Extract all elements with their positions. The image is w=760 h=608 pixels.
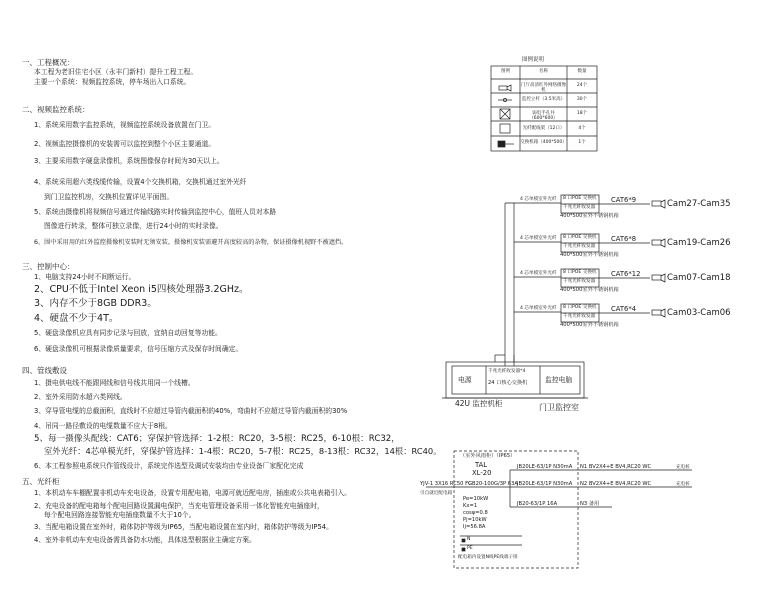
camera-glyph <box>652 200 665 208</box>
branch-transceiver-label: 千兆光纤收发器 <box>563 244 596 249</box>
note-line: 2、室外采用防水超六类网线。 <box>34 393 127 401</box>
camera-symbol <box>499 85 511 91</box>
branch-box-label: 400*500室外不锈钢机箱 <box>560 287 619 293</box>
note-line: 主要一个系统：视频监控系统，停车场出入口系统。 <box>34 78 191 86</box>
branch-switch-label: 8 口POE 交换机 <box>563 305 597 310</box>
bus-pe-label: PE <box>467 546 473 551</box>
note-line: 5、硬盘录像机应具有同步记录与回放，宜纳自动回复等功能。 <box>34 329 222 337</box>
note-line: 本工程为老旧住宅小区（永丰门新村）提升工程工程。 <box>34 68 198 76</box>
branch-breaker-label: JB20LE-63/1P N30mA <box>517 481 573 487</box>
branch-fiber-label: 4 芯单模室外光纤 <box>520 236 557 241</box>
calc-line: cosφ=0.8 <box>463 510 488 516</box>
calc-line: Pj=10kW <box>463 517 487 523</box>
legend-row-name: 监控立杆（3.5米高） <box>521 97 566 102</box>
section-heading: 四、管线敷设 <box>22 366 67 375</box>
video-system-riser <box>442 195 650 398</box>
note-line: 3、穿导管电缆的总截面积，直线时不应超过导管内截面积的40%，弯曲时不应超过导管内截面积的30% <box>34 407 348 415</box>
main-breaker-label: GB20-100G/3P 63A <box>468 481 518 487</box>
legend-row-name: 弱电手孔井（600*600） <box>529 111 558 121</box>
note-line: 5、每一摄像头配线：CAT6；穿保护管选择：1-2根：RC20，3-5根：RC25，6-10根：RC32， <box>34 434 400 444</box>
note-line: 2、充电设备的配电箱每个配电回路设置漏电保护，当充电管理设备采用一体化智能充电插座时， <box>34 502 324 510</box>
panel-footer: 配电箱内设置N线PE线端子排 <box>458 555 518 560</box>
note-line: 1、系统采用数字监控系统，视频监控系统设备放置在门卫。 <box>34 121 216 129</box>
note-line: 4、室外非机动车充电设备需具备防水功能，具体选型根据业主确定方案。 <box>34 536 256 544</box>
branch-box-label: 400*500室外不锈钢机箱 <box>560 252 619 258</box>
room-label: 门卫监控室 <box>539 403 579 412</box>
branch-transceiver-label: 千兆光纤收发器 <box>563 205 596 210</box>
feeder-label: YJV-1 3X16 RC50 FC <box>420 481 472 487</box>
handhole-symbol <box>500 109 510 119</box>
section-heading: 一、工程概况： <box>22 58 75 67</box>
note-line: 每个配电回路连接智能充电插座数量不大于10个。 <box>44 511 196 519</box>
calc-line: Pe=10kW <box>463 496 489 502</box>
branch-breaker-label: JB20-63/1P 16A <box>517 501 558 507</box>
note-line: 4、系统采用超六类线缆传输，设置4个交换机箱，交换机通过室外光纤 <box>34 178 247 186</box>
note-line: 5、系统由摄像机将视频信号通过传输线路实时传输到监控中心，值班人员对本路 <box>34 208 277 216</box>
note-line: 2、视频监控摄像机的安装需可以监控到整个小区主要通道。 <box>34 140 216 148</box>
branch-transceiver-label: 千兆光纤收发器 <box>563 314 596 319</box>
legend-row-qty: 18个 <box>576 111 588 116</box>
branch-cable-label: CAT6*9 <box>611 196 637 204</box>
legend-header-name: 名称 <box>539 69 548 74</box>
legend-row-qty: 4个 <box>578 126 586 131</box>
note-line: 1、摄电供电线不能跟网线和信号线共用同一个线槽。 <box>34 379 195 387</box>
circuit-note: 充电桩 <box>676 465 690 470</box>
patch-panel-symbol <box>500 124 510 133</box>
note-line: 3、当配电箱设置在室外时，箱体防护等级为IP65，当配电箱设置在室内时，箱体防护等级为IP54。 <box>34 523 333 531</box>
legend-row-qty: 24个 <box>576 83 588 88</box>
legend-header-qty: 数量 <box>577 69 587 74</box>
note-line: 6、围中采用用的红外监控摄像机安装时无须安装，摄像机安装需避开高度较高的杂物，保证摄像机视野不被遮挡。 <box>34 239 348 246</box>
rack-power-label: 电源 <box>458 376 472 384</box>
note-line: 4、硬盘不少于4T。 <box>34 313 119 324</box>
bus-n-label: N <box>467 537 471 542</box>
note-line: 1、本机动车车棚配置非机动车充电设备，设置专用配电箱，电源可就近配电房，插座或公共电表箱引入。 <box>34 489 351 497</box>
rack-caption: 42U 监控机柜 <box>455 399 503 408</box>
calc-line: Kx=1 <box>463 503 478 509</box>
section-heading: 二、视频监控系统： <box>22 105 90 114</box>
panel-code2: XL-20 <box>472 469 492 477</box>
panel-code1: TAL <box>475 461 488 469</box>
legend-row-name: 光纤配线架（12口） <box>522 126 565 131</box>
camera-range-label: Cam19-Cam26 <box>667 238 731 248</box>
circuit-label: N1 BV2X4+E BV4,RC20 WC <box>580 464 652 470</box>
camera-glyph <box>652 309 665 317</box>
legend-row-qty: 30个 <box>576 97 588 102</box>
branch-switch-label: 8 口POE 交换机 <box>563 270 597 275</box>
note-line: 3、主要采用数字硬盘录像机，系统图像保存时间为30天以上。 <box>34 157 224 165</box>
camera-glyph <box>652 239 665 247</box>
legend-title: 图例说明 <box>522 57 545 63</box>
branch-fiber-label: 4 芯单模室外光纤 <box>520 197 557 202</box>
camera-range-label: Cam07-Cam18 <box>667 273 731 283</box>
legend-row-name: 交换机箱（400*500） <box>520 140 567 145</box>
circuit-label: N2 BV2X4+E BV4,RC20 WC <box>580 481 652 487</box>
note-line: 6、本工程参照电系统只作管线设计，系统完作选型及调试安装均由专业设备厂家配化完成 <box>34 462 304 470</box>
branch-switch-label: 8 口POE 交换机 <box>563 196 597 201</box>
note-line: 到门卫监控机房，交换机位置详见平面图。 <box>44 193 174 201</box>
camera-range-label: Cam03-Cam06 <box>667 308 731 318</box>
panel-title: （室外风雨柜）（IP65） <box>460 453 516 459</box>
camera-range-label: Cam27-Cam35 <box>667 199 731 209</box>
branch-box-label: 400*500室外不锈钢机箱 <box>560 322 619 328</box>
section-heading: 三、控制中心： <box>22 262 75 271</box>
legend-row-qty: 1个 <box>578 140 586 145</box>
branch-transceiver-label: 千兆光纤收发器 <box>563 279 596 284</box>
note-line: 6、硬盘录像机可根据录像质量要求，信号压缩方式及保存时间确定。 <box>34 345 243 353</box>
note-line: 2、CPU不低于Intel Xeon i5四核处理器3.2GHz。 <box>34 284 249 295</box>
note-line: 图像进行转录，整体可独立录像，进行24小时的实时录像。 <box>44 222 223 230</box>
branch-fiber-label: 4 芯单模室外光纤 <box>520 271 557 276</box>
rack-monitor-label: 监控电脑 <box>545 376 573 384</box>
branch-fiber-label: 4 芯单模室外光纤 <box>520 306 557 311</box>
pole-symbol <box>498 98 512 101</box>
cabinet-symbol <box>498 141 514 147</box>
note-line: 1、电脑支持24小时不间断运行。 <box>34 273 136 281</box>
branch-cable-label: CAT6*4 <box>611 305 637 313</box>
legend-header-symbol: 图例 <box>501 69 510 74</box>
section-heading: 五、光纤柜 <box>22 477 60 486</box>
branch-box-label: 400*500室外不锈钢机箱 <box>560 213 619 219</box>
camera-glyph <box>652 274 665 282</box>
note-line: 室外光纤：4芯单模光纤，穿保护管选择：1-4根：RC20，5-7根：RC25，8-13根：RC32，14根：RC40。 <box>44 446 442 456</box>
branch-cable-label: CAT6*8 <box>611 235 637 243</box>
branch-cable-label: CAT6*12 <box>611 270 641 278</box>
note-line: 3、内存不少于8GB DDR3。 <box>34 298 157 309</box>
legend-row-name: 门厅高清红外网络摄像机 <box>521 83 566 93</box>
circuit-note: 充电桩 <box>676 482 690 487</box>
branch-breaker-label: JB20LE-63/1P N30mA <box>517 464 573 470</box>
calc-line: Ij=56.8A <box>463 524 486 530</box>
feeder-note: 引自就近配电箱 <box>420 491 453 496</box>
rack-transceiver-label: 千兆光纤收发器*4 <box>488 369 526 374</box>
note-line: 4、吊同一路径敷设的电缆数量不应大于8根。 <box>34 422 172 430</box>
branch-switch-label: 8 口POE 交换机 <box>563 235 597 240</box>
circuit-label: N3 备用 <box>580 501 600 507</box>
rack-core-switch-label: 24 口核心交换机 <box>488 380 528 386</box>
